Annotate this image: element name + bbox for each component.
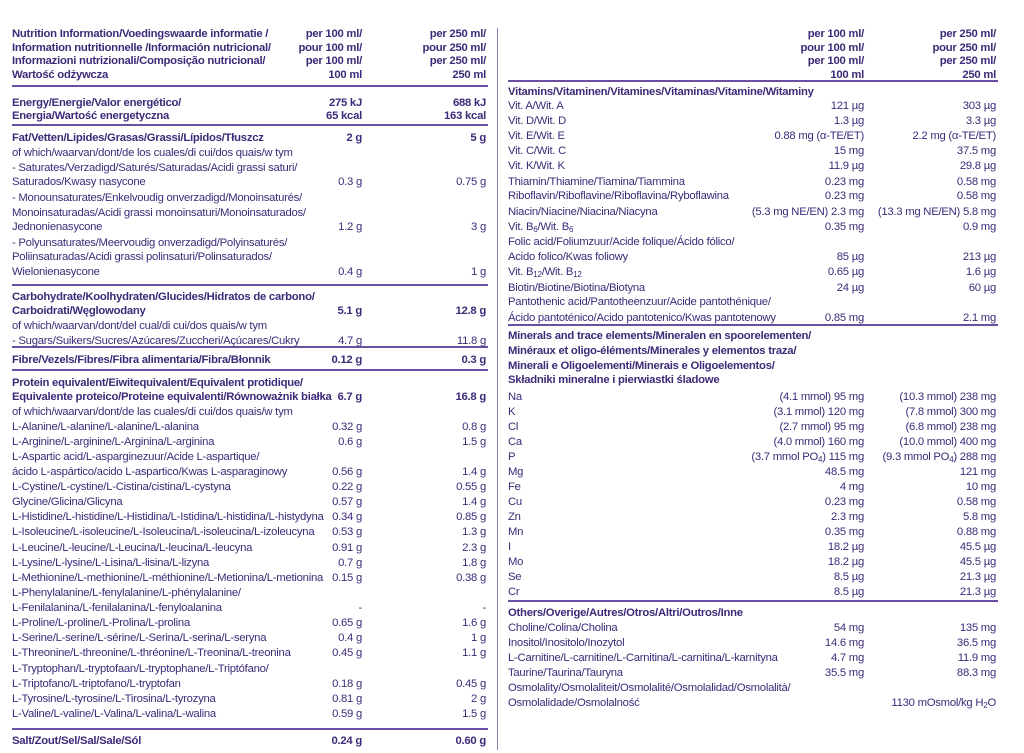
nutrient-label: of which/waarvan/dont/de las cuales/di cui/dos quais/w tym [12, 406, 293, 418]
section-divider [12, 284, 488, 286]
table-row [12, 542, 488, 556]
nutrient-label: Carbohydrate/Koolhydraten/Glucides/Hidratos de carbono/ [12, 291, 315, 303]
value-per-250ml: 0.58 mg [956, 176, 996, 188]
nutrient-label: Osmolality/Osmolaliteit/Osmolalité/Osmolalidad/Osmolalità/ [508, 682, 791, 694]
value-per-250ml: 1.6 g [462, 617, 486, 629]
value-per-100ml: 0.22 g [332, 481, 362, 493]
table-row [508, 296, 998, 310]
value-per-250ml: 1.4 g [462, 466, 486, 478]
nutrient-label: Mo [508, 556, 524, 568]
table-row [12, 678, 488, 692]
table-row [12, 237, 488, 251]
nutrient-label: Fibre/Vezels/Fibres/Fibra alimentaria/Fibra/Błonnik [12, 354, 271, 366]
nutrient-label: L-Isoleucine/L-isoleucine/L-Isoleucina/L-isoleucina/L-izoleucyna [12, 526, 315, 538]
value-per-250ml: 29.8 µg [959, 160, 996, 172]
table-row [508, 436, 998, 450]
value-per-100ml: 48.5 mg [824, 466, 864, 478]
value-per-250ml: (10.3 mmol) 238 mg [899, 391, 996, 403]
table-row [12, 421, 488, 435]
section-divider [12, 124, 488, 126]
value-per-100ml: 0.15 g [332, 572, 362, 584]
table-row [508, 115, 998, 129]
value-per-100ml: 0.34 g [332, 511, 362, 523]
nutrient-label: Cl [508, 421, 519, 433]
table-row [12, 354, 488, 368]
table-row [12, 526, 488, 540]
value-per-250ml: 10 mg [965, 481, 996, 493]
table-row [508, 206, 998, 220]
table-row [508, 312, 998, 326]
value-per-100ml: 0.81 g [332, 693, 362, 705]
value-per-100ml: 2.3 mg [830, 511, 864, 523]
value-per-100ml: (3.7 mmol $PO_4$) 115 mg [751, 451, 864, 464]
value-per-100ml: 4.7 g [338, 335, 362, 347]
nutrient-label: L-Alanine/L-alanine/L-alanine/L-alanina [12, 421, 199, 433]
value-per-250ml: 0.8 g [462, 421, 486, 433]
nutrient-label: Na [508, 391, 522, 403]
table-row [12, 192, 488, 206]
table-row [508, 622, 998, 636]
value-per-250ml: 36.5 mg [956, 637, 996, 649]
nutrient-label: Equivalente proteico/Proteine equivalenti/Równoważnik białka [12, 391, 332, 403]
table-row [508, 330, 998, 344]
table-row [12, 617, 488, 631]
table-row [12, 97, 488, 111]
value-per-250ml: 0.58 mg [956, 190, 996, 202]
nutrient-label: L-Histidine/L-histidine/L-Histidina/L-Istidina/L-histidina/L-histydyna [12, 511, 324, 523]
value-per-250ml: 0.75 g [456, 176, 486, 188]
value-per-100ml: 54 mg [833, 622, 864, 634]
value-per-250ml: 0.3 g [461, 354, 486, 366]
value-per-100ml: 0.32 g [332, 421, 362, 433]
value-per-250ml: 0.58 mg [956, 496, 996, 508]
nutrient-label: Energy/Energie/Valor energético/ [12, 97, 182, 109]
table-row [12, 587, 488, 601]
table-row [12, 693, 488, 707]
nutrient-label: Vitamins/Vitaminen/Vitamines/Vitaminas/Vitamine/Witaminy [508, 86, 814, 98]
value-per-100ml: 0.18 g [332, 678, 362, 690]
nutrient-label: Carboidrati/Węglowodany [12, 305, 146, 317]
value-per-250ml: 88.3 mg [956, 667, 996, 679]
table-row [12, 110, 488, 124]
value-per-100ml: 24 µg [836, 282, 864, 294]
table-row [12, 132, 488, 146]
nutrient-label: Saturados/Kwasy nasycone [12, 176, 146, 188]
nutrient-label: Vit. E/Wit. E [508, 130, 565, 142]
nutrient-label: of which/waarvan/dont/de los cuales/di cui/dos quais/w tym [12, 147, 293, 159]
value-per-100ml: 0.65 g [332, 617, 362, 629]
nutrient-label: Minerali e Oligoelementi/Minerais e Oligoelementos/ [508, 360, 775, 372]
table-row [12, 207, 488, 221]
value-per-250ml: 45.5 µg [959, 541, 996, 553]
value-per-250ml: 1 g [471, 632, 486, 644]
value-per-100ml: 0.12 g [331, 354, 362, 366]
nutrient-label: Riboflavin/Riboflavine/Riboflavina/Ryboflawina [508, 190, 729, 202]
table-row [508, 282, 998, 296]
value-per-250ml: 1.1 g [462, 647, 486, 659]
value-per-250ml: 11.9 mg [957, 652, 996, 664]
nutrition-table-left [12, 0, 488, 753]
section-divider [508, 600, 998, 602]
value-per-100ml: 4 mg [839, 481, 864, 493]
value-per-100ml: (4.1 mmol) 95 mg [779, 391, 864, 403]
table-row [12, 291, 488, 305]
table-row [508, 541, 998, 555]
table-row [508, 406, 998, 420]
table-row [508, 190, 998, 204]
value-per-250ml: 12.8 g [455, 305, 486, 317]
table-row [508, 571, 998, 585]
value-per-250ml: 0.88 mg [956, 526, 996, 538]
nutrient-label: Others/Overige/Autres/Otros/Altri/Outros/Inne [508, 607, 743, 619]
table-row [12, 335, 488, 349]
value-per-250ml: 2 g [471, 693, 486, 705]
value-per-100ml: 18.2 µg [827, 541, 864, 553]
value-per-100ml: 0.53 g [332, 526, 362, 538]
table-row [508, 556, 998, 570]
nutrient-label: L-Tyrosine/L-tyrosine/L-Tirosina/L-tyrozyna [12, 693, 216, 705]
table-row [508, 176, 998, 190]
value-per-100ml: 0.4 g [338, 632, 362, 644]
table-row [12, 251, 488, 265]
nutrient-label: Monoinsaturadas/Acidi grassi monoinsaturi/Monoinsaturados/ [12, 207, 306, 219]
table-row [508, 160, 998, 174]
table-row [508, 466, 998, 480]
nutrient-label: L-Arginine/L-arginine/L-Arginina/L-arginina [12, 436, 215, 448]
value-per-250ml: 0.55 g [456, 481, 486, 493]
nutrient-label: Se [508, 571, 522, 583]
table-row [12, 602, 488, 616]
value-per-250ml: 1.3 g [462, 526, 486, 538]
section-divider [508, 80, 998, 82]
table-row [12, 162, 488, 176]
value-per-100ml: 1.3 µg [833, 115, 864, 127]
value-per-250ml: 2.1 mg [962, 312, 996, 324]
nutrient-label: Energia/Wartość energetyczna [12, 110, 170, 122]
table-row [508, 511, 998, 525]
nutrient-label: P [508, 451, 516, 463]
value-per-250ml: 5 g [470, 132, 486, 144]
table-row [508, 682, 998, 696]
table-row [12, 708, 488, 722]
table-row [12, 572, 488, 586]
table-row [508, 221, 998, 235]
value-per-250ml: 135 mg [959, 622, 996, 634]
value-per-250ml: 0.45 g [456, 678, 486, 690]
table-row [508, 266, 998, 280]
value-per-250ml: 1.6 µg [965, 266, 996, 278]
table-row [12, 436, 488, 450]
nutrient-label: Biotin/Biotine/Biotina/Biotyna [508, 282, 645, 294]
table-row [12, 451, 488, 465]
nutrient-label: Fe [508, 481, 521, 493]
nutrient-label: of which/waarvan/dont/del cual/di cui/dos quais/w tym [12, 320, 267, 332]
table-row [508, 481, 998, 495]
table-row [508, 496, 998, 510]
table-row [508, 652, 998, 666]
nutrient-label: L-Phenylalanine/L-fenylalanine/L-phénylalanine/ [12, 587, 241, 599]
nutrient-label: Acido folico/Kwas foliowy [508, 251, 628, 263]
table-row [12, 735, 488, 749]
value-per-100ml: 4.7 mg [830, 652, 864, 664]
value-per-100ml: 5.1 g [337, 305, 362, 317]
table-row [508, 251, 998, 265]
nutrient-label: L-Triptofano/L-triptofano/L-tryptofan [12, 678, 181, 690]
value-per-250ml: 1.5 g [462, 436, 486, 448]
table-row [12, 305, 488, 319]
table-row [508, 360, 998, 374]
value-per-250ml: 37.5 mg [956, 145, 996, 157]
value-per-100ml: (3.1 mmol) 120 mg [773, 406, 864, 418]
nutrient-label: Cu [508, 496, 522, 508]
nutrient-label: - Polyunsaturates/Meervoudig onverzadigd/Polyinsaturés/ [12, 237, 288, 249]
value-per-100ml: (5.3 mg NE/EN) 2.3 mg [751, 206, 864, 218]
value-per-100ml: 0.7 g [338, 557, 362, 569]
table-row [508, 697, 998, 711]
value-per-100ml: 0.35 mg [824, 526, 864, 538]
value-per-250ml: 11.8 g [456, 335, 486, 347]
nutrient-label: L-Leucine/L-leucine/L-Leucina/L-leucina/L-leucyna [12, 542, 253, 554]
table-row [508, 667, 998, 681]
table-row [508, 130, 998, 144]
nutrient-label: Folic acid/Foliumzuur/Acide folique/Ácido fólico/ [508, 236, 735, 248]
table-row [12, 221, 488, 235]
value-per-250ml: (9.3 mmol $PO_4$) 288 mg [882, 451, 996, 464]
nutrient-label: Vit. A/Wit. A [508, 100, 564, 112]
value-per-250ml: 5.8 mg [962, 511, 996, 523]
value-per-100ml: 0.56 g [332, 466, 362, 478]
nutrient-label: Minéraux et oligo-éléments/Minerales y elementos traza/ [508, 345, 797, 357]
nutrient-label: - Sugars/Suikers/Sucres/Azúcares/Zuccheri/Açúcares/Cukry [12, 335, 300, 347]
value-per-100ml: 0.23 mg [824, 190, 864, 202]
table-row [12, 176, 488, 190]
nutrient-label: I [508, 541, 511, 553]
table-row [508, 236, 998, 250]
table-row [508, 345, 998, 359]
nutrient-label: Vit. $B_6$/Wit. $B_6$ [508, 221, 574, 234]
nutrient-label: Pantothenic acid/Pantotheenzuur/Acide pantothénique/ [508, 296, 771, 308]
value-per-100ml: (4.0 mmol) 160 mg [773, 436, 864, 448]
table-row [508, 145, 998, 159]
value-per-250ml: (13.3 mg NE/EN) 5.8 mg [877, 206, 996, 218]
value-per-100ml: 0.35 mg [824, 221, 864, 233]
value-per-250ml: 213 µg [962, 251, 996, 263]
nutrient-label: Thiamin/Thiamine/Tiamina/Tiammina [508, 176, 685, 188]
nutrient-label: L-Tryptophan/L-tryptofaan/L-tryptophane/L-Triptófano/ [12, 663, 269, 675]
section-divider [12, 728, 488, 730]
value-per-100ml: 0.6 g [338, 436, 362, 448]
nutrient-label: L-Serine/L-serine/L-sérine/L-Serina/L-serina/L-seryna [12, 632, 267, 644]
nutrient-label: Ácido pantoténico/Acido pantotenico/Kwas pantotenowy [508, 312, 776, 324]
value-per-100ml: 1.2 g [338, 221, 362, 233]
table-row [508, 374, 998, 388]
nutrient-label: L-Aspartic acid/L-asparginezuur/Acide L-aspartique/ [12, 451, 260, 463]
value-per-100ml: 0.88 mg (α-TE/ET) [774, 130, 864, 142]
table-row [508, 526, 998, 540]
value-per-250ml: 0.85 g [456, 511, 486, 523]
table-row [12, 663, 488, 677]
table-row [12, 466, 488, 480]
value-per-250ml: - [482, 602, 486, 614]
value-per-250ml: (6.8 mmol) 238 mg [905, 421, 996, 433]
value-per-100ml: 15 mg [833, 145, 864, 157]
value-per-250ml: 16.8 g [455, 391, 486, 403]
value-per-250ml: (7.8 mmol) 300 mg [905, 406, 996, 418]
value-per-250ml: 163 kcal [444, 110, 486, 122]
nutrient-label: Mg [508, 466, 524, 478]
value-per-250ml: 3 g [471, 221, 486, 233]
value-per-100ml: 121 µg [830, 100, 864, 112]
nutrient-label: - Saturates/Verzadigd/Saturés/Saturadas/Acidi grassi saturi/ [12, 162, 298, 174]
nutrient-label: Fat/Vetten/Lipides/Grasas/Grassi/Lípidos/Tłuszcz [12, 132, 264, 144]
value-per-100ml: 0.45 g [332, 647, 362, 659]
value-per-250ml: 21.3 µg [959, 571, 996, 583]
section-divider [12, 85, 488, 87]
nutrient-label: Poliinsaturadas/Acidi grassi polinsaturi/Polinsaturados/ [12, 251, 272, 263]
value-per-100ml: 0.23 mg [824, 496, 864, 508]
value-per-100ml: 18.2 µg [827, 556, 864, 568]
table-row [508, 637, 998, 651]
column-header-per-250ml: per 250 ml/ pour 250 ml/ per 250 ml/ 250 ml [932, 28, 996, 81]
value-per-100ml: 8.5 µg [833, 586, 864, 598]
nutrient-label: Minerals and trace elements/Mineralen en spoorelementen/ [508, 330, 812, 342]
table-row [508, 86, 998, 100]
value-per-250ml: 60 µg [968, 282, 996, 294]
nutrient-label: L-Proline/L-proline/L-Prolina/L-prolina [12, 617, 191, 629]
nutrient-label: L-Threonine/L-threonine/L-thréonine/L-Treonina/L-treonina [12, 647, 291, 659]
nutrient-label: Ca [508, 436, 522, 448]
table-row [508, 100, 998, 114]
nutrient-label: Choline/Colina/Cholina [508, 622, 618, 634]
value-per-250ml: 688 kJ [452, 97, 486, 109]
column-header-per-250ml: per 250 ml/ pour 250 ml/ per 250 ml/ 250 ml [422, 28, 486, 81]
nutrient-label: L-Methionine/L-methionine/L-méthionine/L-Metionina/L-metionina [12, 572, 324, 584]
nutrient-label: Glycine/Glicina/Glicyna [12, 496, 123, 508]
nutrient-label: Taurine/Taurina/Tauryna [508, 667, 623, 679]
value-per-100ml: 0.59 g [332, 708, 362, 720]
value-per-250ml: 0.9 mg [962, 221, 996, 233]
table-row [12, 391, 488, 405]
nutrient-label: K [508, 406, 516, 418]
value-per-250ml: 21.3 µg [959, 586, 996, 598]
table-row [12, 632, 488, 646]
nutrient-label: Jednonienasycone [12, 221, 103, 233]
table-row [12, 481, 488, 495]
table-row [12, 406, 488, 420]
nutrient-label: L-Cystine/L-cystine/L-Cistina/cistina/L-cystyna [12, 481, 231, 493]
value-per-250ml: 121 mg [959, 466, 996, 478]
value-per-100ml: 11.9 µg [828, 160, 864, 172]
nutrient-label: Cr [508, 586, 520, 598]
value-per-100ml: - [358, 602, 362, 614]
section-divider [12, 369, 488, 371]
value-per-100ml: 85 µg [836, 251, 864, 263]
value-per-250ml: 1 g [471, 266, 486, 278]
value-per-250ml: 45.5 µg [959, 556, 996, 568]
nutrient-label: Mn [508, 526, 524, 538]
value-per-100ml: 0.23 mg [824, 176, 864, 188]
value-per-100ml: 35.5 mg [824, 667, 864, 679]
value-per-100ml: 0.65 µg [827, 266, 864, 278]
value-per-100ml: 0.57 g [332, 496, 362, 508]
nutrient-label: L-Valine/L-valine/L-Valina/L-valina/L-walina [12, 708, 216, 720]
value-per-250ml: 3.3 µg [965, 115, 996, 127]
table-row [12, 147, 488, 161]
table-row [12, 377, 488, 391]
table-title: Nutrition Information/Voedingswaarde informatie / Information nutritionnelle /Información nutricional/ Informazioni nutrizionali/Composição nutricional/ Wartość odżywcza [12, 28, 271, 81]
table-row [508, 391, 998, 405]
nutrient-label: Wielonienasycone [12, 266, 100, 278]
nutrient-label: Składniki mineralne i pierwiastki śladowe [508, 374, 720, 386]
value-per-250ml: 0.60 g [455, 735, 486, 747]
table-row [508, 586, 998, 600]
value-per-250ml: 1.4 g [462, 496, 486, 508]
value-per-100ml: 275 kJ [328, 97, 362, 109]
nutrient-label: Niacin/Niacine/Niacina/Niacyna [508, 206, 658, 218]
table-row [508, 421, 998, 435]
nutrient-label: L-Fenilalanina/L-fenilalanina/L-fenyloalanina [12, 602, 222, 614]
value-per-100ml: 6.7 g [337, 391, 362, 403]
value-per-100ml: 0.91 g [332, 542, 362, 554]
value-per-100ml: 14.6 mg [824, 637, 864, 649]
column-divider [497, 28, 498, 750]
value-per-100ml: 0.4 g [338, 266, 362, 278]
nutrient-label: ácido L-aspártico/acido L-aspartico/Kwas L-asparaginowy [12, 466, 288, 478]
nutrition-table-right [508, 0, 998, 753]
value-per-250ml: 0.38 g [456, 572, 486, 584]
table-row [12, 647, 488, 661]
value-per-100ml: 0.85 mg [824, 312, 864, 324]
table-row [12, 496, 488, 510]
column-header-per-100ml: per 100 ml/ pour 100 ml/ per 100 ml/ 100 ml [800, 28, 864, 81]
nutrient-label: L-Lysine/L-lysine/L-Lisina/L-lisina/L-lizyna [12, 557, 210, 569]
value-per-250ml: 2.3 g [462, 542, 486, 554]
nutrient-label: Vit. C/Wit. C [508, 145, 567, 157]
value-per-100ml: 8.5 µg [833, 571, 864, 583]
nutrient-label: Protein equivalent/Eiwitequivalent/Equivalent protidique/ [12, 377, 303, 389]
value-per-250ml: 2.2 mg (α-TE/ET) [912, 130, 996, 142]
nutrient-label: L-Carnitine/L-carnitine/L-Carnitina/L-carnitina/L-karnityna [508, 652, 778, 664]
value-per-250ml: 1130 mOsmol/kg $H_2O$ [891, 697, 996, 710]
nutrient-label: Vit. D/Wit. D [508, 115, 567, 127]
table-row [12, 511, 488, 525]
nutrient-label: Salt/Zout/Sel/Sal/Sale/Sól [12, 735, 142, 747]
table-row [12, 320, 488, 334]
nutrient-label: Vit. $B_{12}$/Wit. $B_{12}$ [508, 266, 582, 279]
nutrient-label: Vit. K/Wit. K [508, 160, 565, 172]
nutrient-label: Inositol/Inositolo/Inozytol [508, 637, 625, 649]
nutrient-label: Osmolalidade/Osmolalność [508, 697, 640, 709]
table-row [508, 607, 998, 621]
nutrient-label: Zn [508, 511, 521, 523]
value-per-250ml: (10.0 mmol) 400 mg [899, 436, 996, 448]
value-per-250ml: 303 µg [962, 100, 996, 112]
value-per-100ml: 0.3 g [338, 176, 362, 188]
table-row [12, 266, 488, 280]
value-per-250ml: 1.8 g [462, 557, 486, 569]
value-per-100ml: 2 g [346, 132, 362, 144]
column-header-per-100ml: per 100 ml/ pour 100 ml/ per 100 ml/ 100 ml [298, 28, 362, 81]
value-per-250ml: 1.5 g [462, 708, 486, 720]
table-row [508, 451, 998, 465]
table-row [12, 557, 488, 571]
value-per-100ml: 65 kcal [326, 110, 362, 122]
value-per-100ml: 0.24 g [331, 735, 362, 747]
nutrient-label: - Monounsaturates/Enkelvoudig onverzadigd/Monoinsaturés/ [12, 192, 302, 204]
value-per-100ml: (2.7 mmol) 95 mg [779, 421, 864, 433]
